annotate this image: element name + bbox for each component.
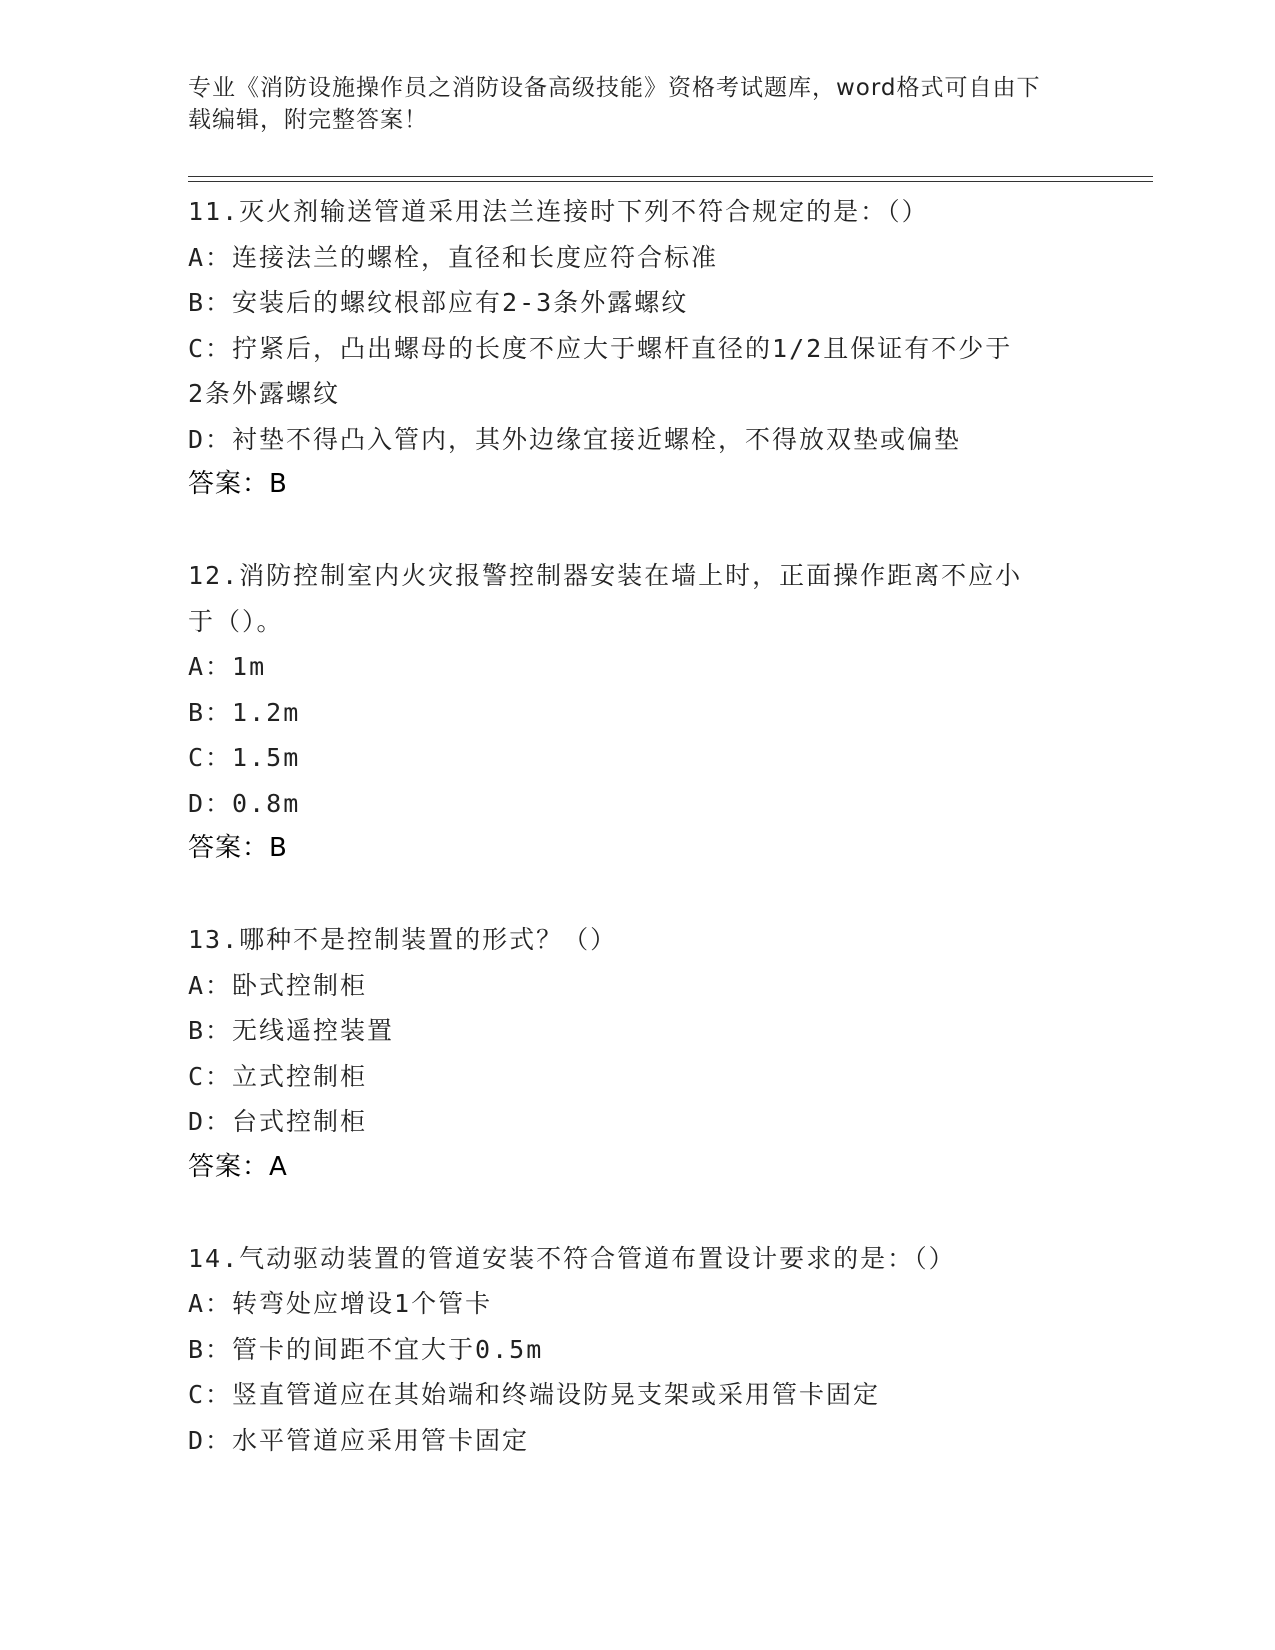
header-divider-bottom: [188, 181, 1153, 182]
option-d: D：0.8m: [188, 788, 301, 818]
answer: 答案：B: [188, 833, 288, 863]
option-c: C：竖直管道应在其始端和终端设防晃支架或采用管卡固定: [188, 1380, 881, 1409]
document-header: [188, 72, 1088, 136]
option-a: A：连接法兰的螺栓，直径和长度应符合标准: [188, 242, 719, 272]
question-stem-continued: 于（）。: [188, 606, 284, 636]
answer: 答案：B: [188, 469, 288, 499]
option-c: C：立式控制柜: [188, 1061, 368, 1091]
answer: 答案：A: [188, 1151, 288, 1182]
header-line-1: 专业《消防设施操作员之消防设备高级技能》资格考试题库，word格式可自由下: [188, 75, 1041, 101]
option-a: A：转弯处应增设1个管卡: [188, 1289, 493, 1318]
option-c: C：拧紧后，凸出螺母的长度不应大于螺杆直径的1/2且保证有不少于: [188, 333, 1013, 363]
question-list: [188, 189, 1088, 1463]
option-b: B：无线遥控装置: [188, 1016, 395, 1045]
header-line-2: 载编辑，附完整答案！: [188, 107, 428, 133]
option-d: D：台式控制柜: [188, 1107, 368, 1136]
question-12: [188, 553, 1088, 872]
option-b: B：1.2m: [188, 697, 301, 727]
question-spacer: [188, 508, 1088, 554]
option-c: C：1.5m: [188, 743, 301, 772]
question-14: [188, 1236, 1088, 1464]
header-divider-top: [188, 176, 1153, 177]
question-spacer: [188, 872, 1088, 918]
question-stem: 14.气动驱动装置的管道安装不符合管道布置设计要求的是：（）: [188, 1243, 956, 1273]
option-d: D：衬垫不得凸入管内，其外边缘宜接近螺栓，不得放双垫或偏垫: [188, 424, 962, 454]
option-a: A：1m: [188, 652, 267, 681]
option-a: A：卧式控制柜: [188, 970, 368, 1000]
question-stem: 12.消防控制室内火灾报警控制器安装在墙上时，正面操作距离不应小: [188, 561, 1023, 590]
option-b: B：管卡的间距不宜大于0.5m: [188, 1334, 544, 1364]
option-b: B：安装后的螺纹根部应有2-3条外露螺纹: [188, 288, 689, 317]
option-d: D：水平管道应采用管卡固定: [188, 1425, 530, 1455]
question-stem: 13.哪种不是控制装置的形式？（）: [188, 925, 618, 954]
option-c-continued: 2条外露螺纹: [188, 379, 341, 408]
question-stem: 11.灭火剂输送管道采用法兰连接时下列不符合规定的是：（）: [188, 197, 929, 226]
question-13: [188, 917, 1088, 1190]
question-11: [188, 189, 1088, 508]
question-spacer: [188, 1190, 1088, 1236]
